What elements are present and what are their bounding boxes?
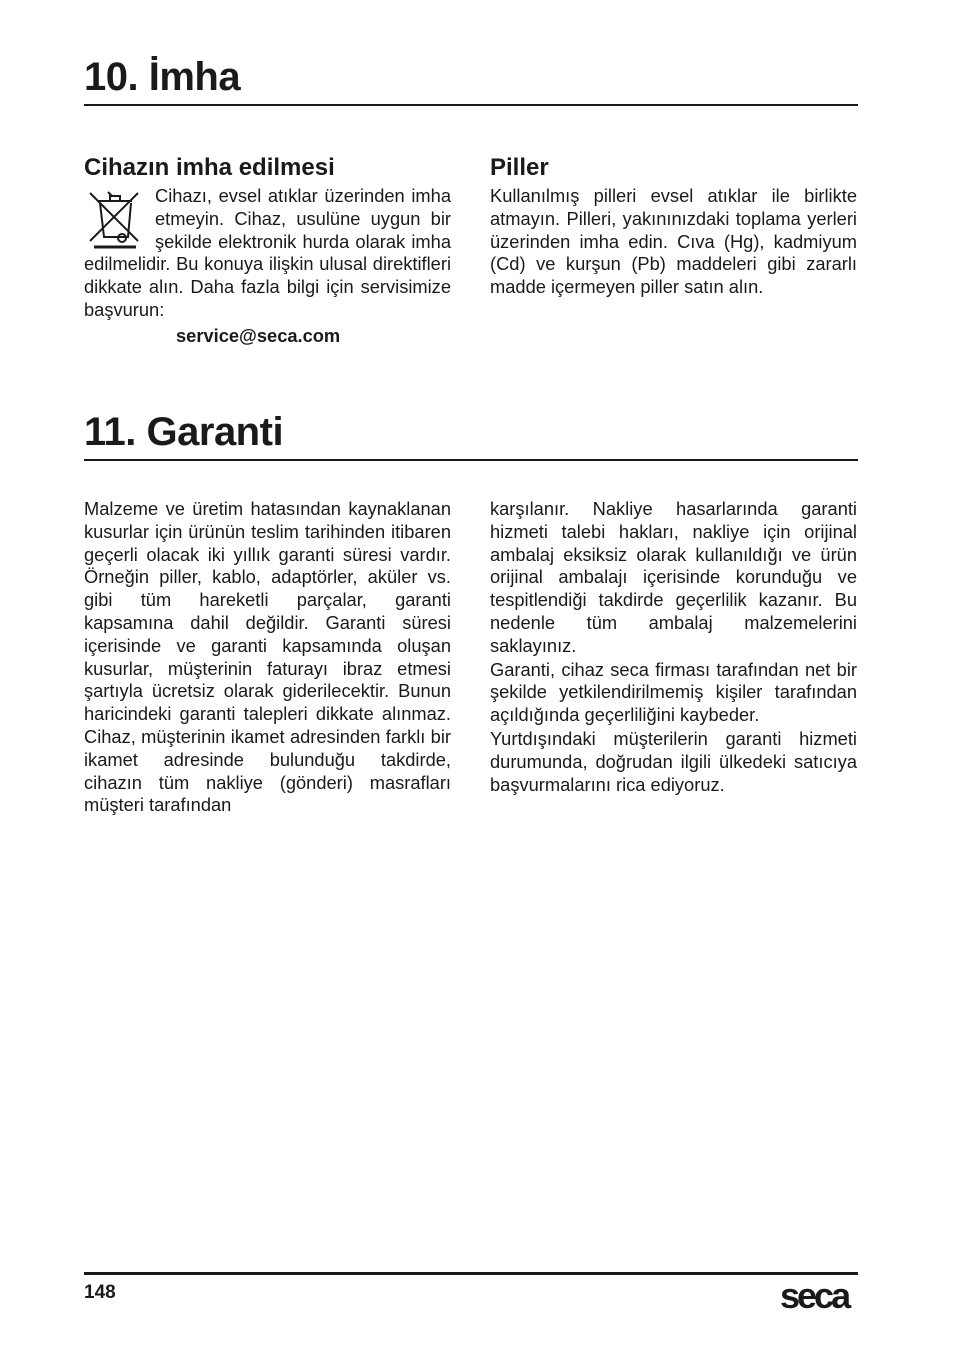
warranty-paragraph: Yurtdışındaki müşterilerin garanti hizmeti durumunda, doğrudan ilgili ülkedeki satıcıya başvurmalarını rica ediyoruz. xyxy=(490,727,857,795)
warranty-right-column xyxy=(490,498,857,796)
heading-divider xyxy=(84,104,858,106)
footer-divider xyxy=(84,1272,858,1275)
logo-wordmark: seca xyxy=(780,1278,849,1312)
disposal-column xyxy=(84,153,451,348)
disposal-title: Cihazın imha edilmesi xyxy=(84,154,335,181)
warranty-paragraph: karşılanır. Nakliye hasarlarında garanti hizmeti talebi hakları, nakliye için orijinal ambalaj eksiksiz olarak kullanıldığı ve ürün orijinal ambalajı içerisinde korunduğu ve tespitlendiği takdirde geçerlilik kazanır. Bu nedenle tüm ambalaj malzemelerini saklayınız. xyxy=(490,498,857,656)
crossed-out-wheelie-bin-icon xyxy=(84,187,144,253)
batteries-title: Piller xyxy=(490,154,549,181)
section-heading-warranty: 11. Garanti xyxy=(84,410,284,454)
page-number: 148 xyxy=(84,1282,116,1303)
service-email-link[interactable]: service@seca.com xyxy=(176,324,341,346)
seca-logo xyxy=(780,1278,858,1317)
warranty-text-left: Malzeme ve üretim hatasından kaynaklanan kusurlar için ürünün teslim tarihinden itibaren geçerli olacak iki yıllık garanti süresi vardır. Örneğin piller, kablo, adaptörler, aküler vs. gibi tüm hareketli parçalar, garanti kapsamına dahil değildir. Garanti süresi içerisinde ve garanti kapsamında oluşan kusurlar, müşterinin faturayı ibraz etmesi şartıyla ücretsiz olarak giderilecektir. Bunun haricindeki garanti talepleri dikkate alınmaz. Cihaz, müşterinin ikamet adresinden farklı bir ikamet adresinde bulunduğu takdirde, cihazın tüm nakliye (gönderi) masrafları müşteri tarafından xyxy=(84,498,451,816)
batteries-column xyxy=(490,153,857,299)
warranty-left-column xyxy=(84,498,451,817)
warranty-paragraph: Garanti, cihaz seca firması tarafından net bir şekilde yetkilendirilmemiş kişiler tarafından açıldığında geçerliliğini kaybeder. xyxy=(490,658,857,726)
section-heading-disposal: 10. İmha xyxy=(84,55,241,99)
heading-divider xyxy=(84,459,858,461)
disposal-text: Cihazı, evsel atıklar üzerinden imha etmeyin. Cihaz, usulüne uygun bir şekilde elektronik hurda olarak imha edilmelidir. Bu konuya ilişkin ulusal direktifleri dikkate alın. Daha fazla bilgi için servisimize başvurun: xyxy=(84,185,451,320)
batteries-text: Kullanılmış pilleri evsel atıklar ile birlikte atmayın. Pilleri, yakınınızdaki toplama yerleri üzerinden imha edin. Cıva (Hg), kadmiyum (Cd) ve kurşun (Pb) maddeleri gibi zararlı madde içermeyen piller satın alın. xyxy=(490,185,857,298)
